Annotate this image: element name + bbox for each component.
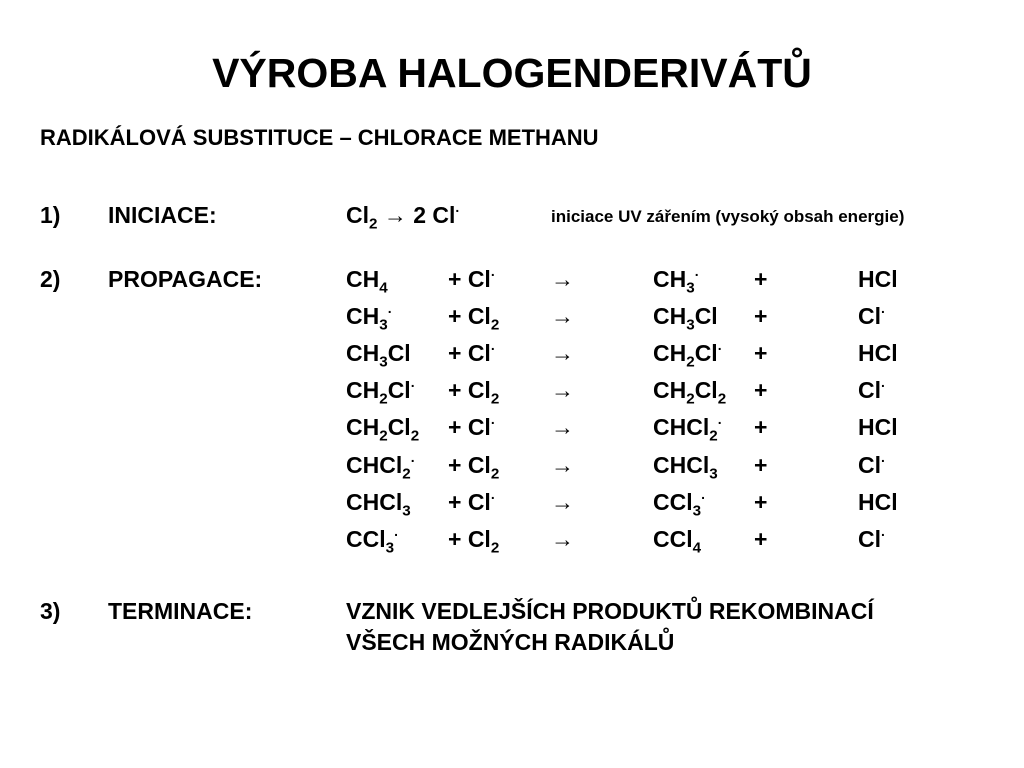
product-1 (653, 451, 718, 482)
reactant-1 (346, 303, 393, 334)
radical-dot: · (410, 378, 416, 394)
reaction-row (0, 414, 1024, 448)
reaction-arrow: → (551, 266, 574, 292)
subscript: 2 (490, 390, 500, 408)
product-2 (858, 526, 886, 553)
radical-dot: · (490, 341, 496, 357)
formula-text: HCl (858, 414, 898, 441)
product-2 (858, 452, 886, 479)
reactant-1 (346, 488, 411, 519)
reactant-1 (346, 266, 388, 297)
plus-sign: + (754, 340, 768, 367)
radical-dot: · (881, 452, 886, 468)
step3-label: TERMINACE: (108, 598, 253, 624)
formula-text: HCl (858, 266, 898, 292)
product-1 (653, 266, 700, 297)
reactant-1 (346, 525, 399, 556)
reaction-arrow: → (551, 488, 574, 515)
termination-line2: VŠECH MOŽNÝCH RADIKÁLŮ (346, 629, 675, 655)
initiation-note: iniciace UV zářením (vysoký obsah energie) (551, 207, 905, 226)
formula-text: Cl (694, 377, 718, 404)
formula-text: Cl (387, 414, 411, 441)
reactant-2 (448, 489, 495, 516)
product-2 (858, 414, 898, 441)
formula-text: + Cl (448, 488, 491, 515)
plus-sign: + (754, 266, 768, 292)
subscript: 2 (379, 427, 388, 445)
radical-dot: · (410, 452, 416, 468)
formula-text: CCl (653, 488, 693, 515)
radical-dot: · (455, 203, 461, 219)
subscript: 2 (379, 390, 388, 408)
reaction-arrow: → (551, 340, 574, 367)
formula-text: CH (653, 303, 687, 330)
product-2 (858, 303, 886, 330)
subscript: 2 (490, 316, 500, 334)
product-2 (858, 266, 898, 293)
reaction-row (0, 303, 1024, 337)
reactant-1 (346, 377, 416, 408)
eq-text: → 2 Cl (377, 202, 456, 228)
subscript: 4 (692, 539, 702, 556)
reaction-row (0, 340, 1024, 374)
subscript: 2 (709, 427, 718, 445)
formula-text: CH (653, 340, 687, 367)
radical-dot: · (694, 267, 700, 283)
subscript: 4 (379, 279, 388, 297)
formula-text: CH (653, 266, 687, 292)
formula-text: Cl (858, 525, 881, 552)
formula-text: + Cl (448, 303, 491, 330)
initiation-equation (346, 202, 461, 233)
subscript: 2 (490, 464, 500, 482)
product-1 (653, 414, 723, 445)
reactant-2 (448, 451, 500, 482)
radical-dot: · (490, 267, 496, 283)
plus-sign: + (754, 488, 768, 515)
plus-sign: + (754, 451, 768, 478)
step2-number: 2) (40, 266, 61, 292)
subscript: 2 (402, 464, 411, 482)
reaction-row (0, 489, 1024, 523)
slide-title: VÝROBA HALOGENDERIVÁTŮ (212, 50, 812, 96)
reaction-arrow: → (551, 414, 574, 441)
formula-text: Cl (858, 451, 881, 478)
reaction-arrow: → (551, 303, 574, 330)
subscript: 3 (379, 316, 388, 334)
plus-sign: + (754, 414, 768, 441)
plus-sign: + (754, 303, 768, 330)
radical-dot: · (490, 490, 496, 506)
formula-text: CH (346, 266, 380, 292)
subscript: 3 (686, 279, 695, 297)
formula-text: + Cl (448, 525, 491, 552)
subscript: 3 (402, 501, 411, 519)
formula-text: CH (653, 377, 687, 404)
termination-line1: VZNIK VEDLEJŠÍCH PRODUKTŮ REKOMBINACÍ (346, 598, 874, 624)
formula-text: Cl (387, 340, 411, 367)
reaction-row (0, 266, 1024, 300)
reactant-2 (448, 340, 495, 367)
eq-text: Cl (346, 202, 369, 228)
radical-dot: · (881, 304, 886, 320)
formula-text: CCl (653, 525, 693, 552)
formula-text: Cl (387, 377, 411, 404)
subscript: 3 (686, 316, 695, 334)
formula-text: HCl (858, 340, 898, 367)
formula-text: Cl (858, 377, 881, 404)
formula-text: Cl (694, 340, 718, 367)
subscript: 2 (717, 390, 727, 408)
step3-number: 3) (40, 598, 61, 624)
radical-dot: · (881, 527, 886, 543)
reactant-2 (448, 414, 495, 441)
product-2 (858, 377, 886, 404)
product-1 (653, 377, 727, 408)
formula-text: Cl (858, 303, 881, 330)
formula-text: CH (346, 377, 380, 404)
radical-dot: · (881, 378, 886, 394)
radical-dot: · (717, 341, 723, 357)
radical-dot: · (394, 527, 399, 543)
formula-text: + Cl (448, 340, 491, 367)
product-1 (653, 340, 723, 371)
formula-text: CH (346, 303, 380, 330)
formula-text: HCl (858, 488, 898, 515)
formula-text: + Cl (448, 377, 491, 404)
reactant-2 (448, 266, 495, 293)
reaction-row (0, 452, 1024, 486)
subscript: 2 (490, 539, 500, 556)
radical-dot: · (387, 304, 393, 320)
radical-dot: · (717, 415, 723, 431)
step2-label: PROPAGACE: (108, 266, 263, 292)
subscript: 3 (709, 464, 718, 482)
subscript: 3 (379, 353, 388, 371)
step1-number: 1) (40, 202, 61, 228)
plus-sign: + (754, 525, 768, 552)
formula-text: CHCl (346, 488, 403, 515)
product-1 (653, 303, 718, 334)
formula-text: + Cl (448, 266, 491, 292)
reaction-arrow: → (551, 377, 574, 404)
reactant-2 (448, 377, 500, 408)
product-2 (858, 489, 898, 516)
reactant-2 (448, 525, 500, 556)
formula-text: + Cl (448, 451, 491, 478)
radical-dot: · (490, 415, 496, 431)
product-1 (653, 488, 706, 519)
product-1 (653, 525, 702, 556)
reaction-row (0, 526, 1024, 560)
subscript: 2 (410, 427, 420, 445)
subscript: 3 (692, 501, 702, 519)
slide-subtitle: RADIKÁLOVÁ SUBSTITUCE – CHLORACE METHANU (40, 125, 599, 150)
formula-text: CHCl (346, 451, 403, 478)
reactant-2 (448, 303, 500, 334)
product-2 (858, 340, 898, 367)
reactant-1 (346, 451, 416, 482)
formula-text: CH (346, 340, 380, 367)
reaction-row (0, 377, 1024, 411)
reaction-arrow: → (551, 525, 574, 552)
subscript: 3 (385, 539, 395, 556)
formula-text: CH (346, 414, 380, 441)
formula-text: CHCl (653, 451, 710, 478)
subscript: 2 (686, 390, 695, 408)
subscript: 2 (686, 353, 695, 371)
formula-text: CCl (346, 525, 386, 552)
reactant-1 (346, 340, 411, 371)
plus-sign: + (754, 377, 768, 404)
step1-label: INICIACE: (108, 202, 217, 228)
radical-dot: · (701, 490, 706, 506)
eq-subscript: 2 (369, 215, 378, 233)
formula-text: + Cl (448, 414, 491, 441)
reactant-1 (346, 414, 420, 445)
formula-text: CHCl (653, 414, 710, 441)
formula-text: Cl (694, 303, 718, 330)
reaction-arrow: → (551, 451, 574, 478)
